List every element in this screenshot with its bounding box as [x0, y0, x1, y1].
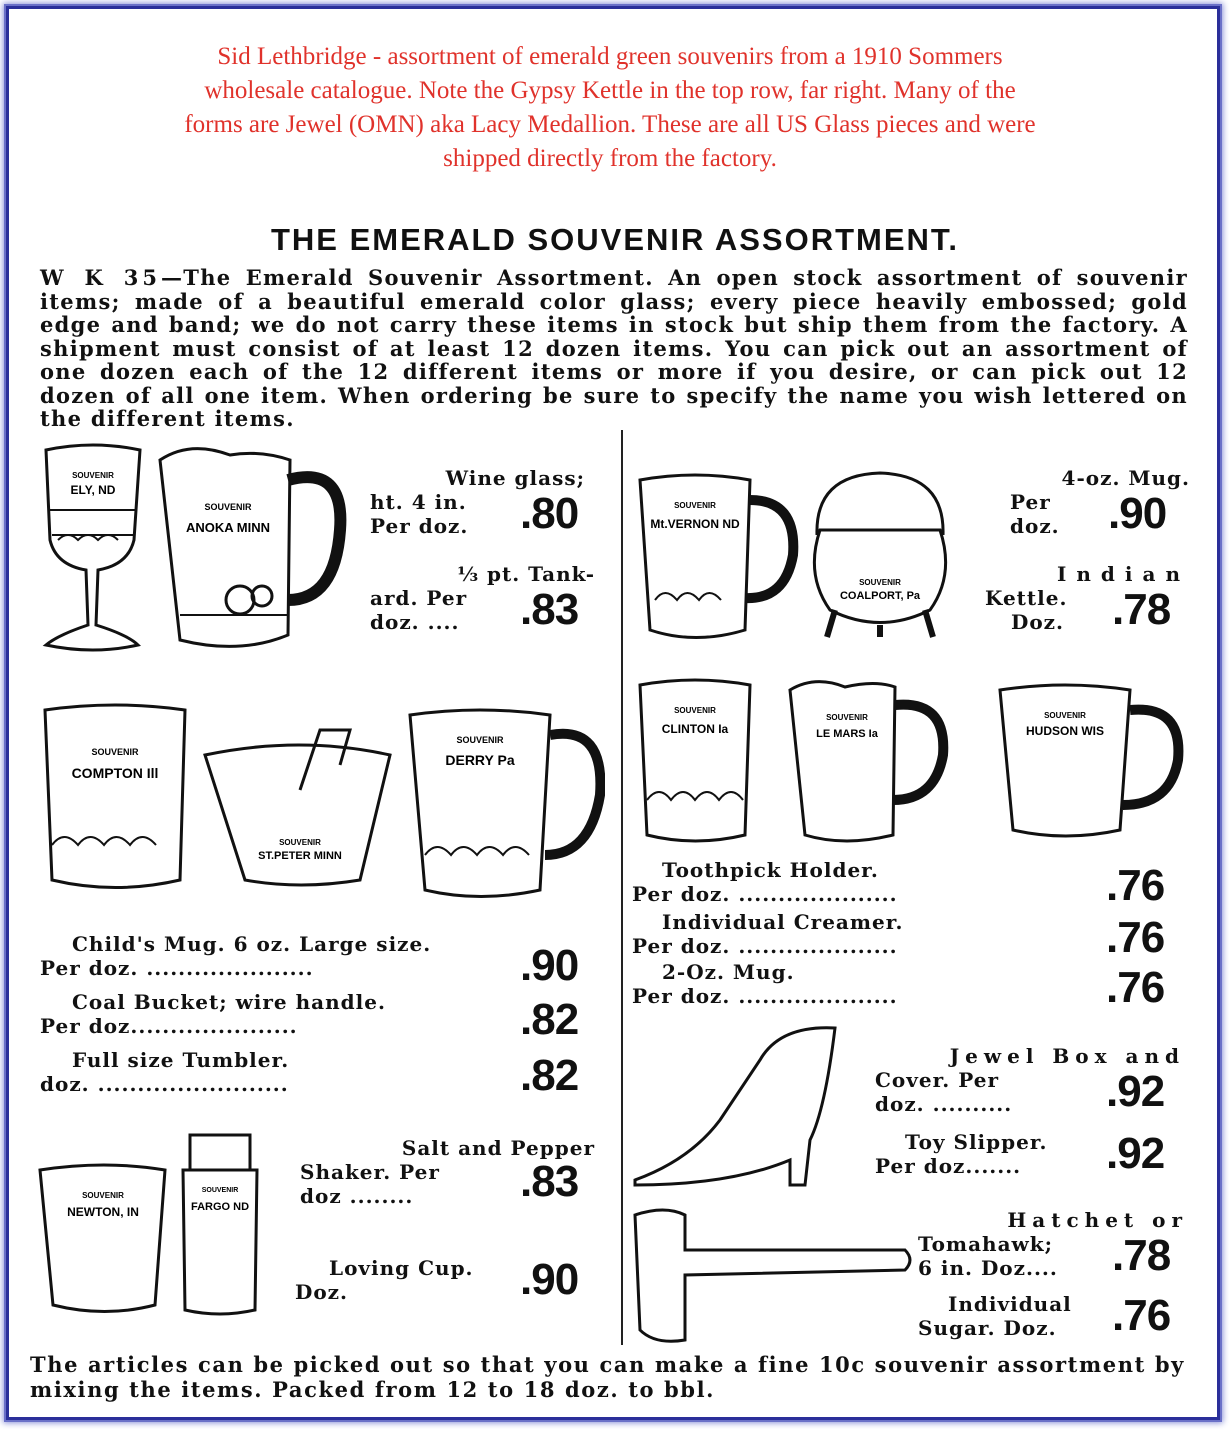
- bucket-line1: Coal Bucket; wire handle.: [72, 990, 386, 1014]
- caption-line: wholesale catalogue. Note the Gypsy Kettle in the top row, far right. Many of the: [204, 77, 1016, 104]
- indian-kettle-illustration: [805, 465, 955, 645]
- tankard-label-2: ANOKA MINN: [185, 520, 271, 535]
- jewelbox-line3: doz. ..........: [875, 1092, 1013, 1116]
- hatchet-illustration: [625, 1205, 915, 1345]
- four-oz-mug-illustration: [635, 470, 800, 650]
- bucket-label-2: ST.PETER MINN: [258, 850, 342, 862]
- loving-cup-illustration: [35, 1160, 175, 1320]
- kettle-label-1: SOUVENIR: [859, 578, 901, 587]
- tankard-illustration: [150, 440, 350, 660]
- coal-bucket-text: [40, 990, 520, 1038]
- jewel-box-price: .92: [1106, 1067, 1165, 1116]
- salt-shaker-illustration: [175, 1130, 265, 1320]
- shaker-line1: Salt and Pepper: [401, 1136, 595, 1160]
- kettle-label-2: COALPORT, Pa: [839, 590, 921, 602]
- tankard-line1: ⅓ pt. Tank-: [457, 562, 595, 586]
- tumbler-price: .82: [520, 1051, 579, 1100]
- four-oz-mug-price: .90: [1108, 489, 1167, 538]
- shaker-price: .83: [520, 1157, 579, 1206]
- mug4-label-2: Mt.VERNON ND: [650, 517, 740, 531]
- kettle-line3: Doz.: [1011, 610, 1065, 634]
- tumbler-label-1: SOUVENIR: [456, 735, 504, 745]
- childmug-line1: Child's Mug. 6 oz. Large size.: [72, 932, 432, 956]
- mug2-label-2: HUDSON WIS: [1026, 724, 1104, 738]
- hatchet-price: .78: [1112, 1231, 1171, 1280]
- sugar-price: .76: [1112, 1291, 1171, 1340]
- two-oz-mug-illustration: [995, 680, 1185, 845]
- creamer-text: [632, 910, 1102, 958]
- creamer-illustration: [785, 675, 950, 850]
- toothpick-text: [632, 858, 1102, 906]
- wine-line2: ht. 4 in.: [370, 490, 467, 514]
- page-title: THE EMERALD SOUVENIR ASSORTMENT.: [270, 222, 960, 257]
- creamer-label-1: SOUVENIR: [826, 713, 868, 722]
- jewelbox-line1: Jewel Box and: [949, 1044, 1185, 1068]
- mug2-label-1: SOUVENIR: [1044, 711, 1086, 720]
- mug4-line2: Per: [1010, 490, 1051, 514]
- slipper-price: .92: [1106, 1129, 1165, 1178]
- toothpick-label-2: CLINTON Ia: [661, 722, 729, 736]
- loving-label-1: SOUVENIR: [82, 1191, 124, 1200]
- mug4-label-1: SOUVENIR: [674, 501, 716, 510]
- shaker-line3: doz ........: [300, 1184, 414, 1208]
- toothpick-line2: Per doz. ....................: [632, 882, 898, 906]
- tumbler-illustration: [405, 705, 605, 905]
- kettle-line1: Indian: [1057, 562, 1190, 586]
- bucket-line2: Per doz.....................: [40, 1014, 298, 1038]
- sugar-line1: Individual: [948, 1292, 1072, 1316]
- bucket-label-1: SOUVENIR: [279, 838, 321, 847]
- tumbler-label-2: DERRY Pa: [445, 752, 515, 768]
- hatchet-line2: Tomahawk;: [918, 1232, 1054, 1256]
- kettle-price: .78: [1112, 585, 1171, 634]
- childs-mug-text: [40, 932, 520, 980]
- tumbler-line1: Full size Tumbler.: [72, 1048, 290, 1072]
- tankard-line3: doz. ....: [370, 610, 460, 634]
- tankard-label-1: SOUVENIR: [204, 502, 252, 512]
- sugar-line2: Sugar. Doz.: [918, 1316, 1057, 1340]
- catalog-code: W K 35: [40, 265, 161, 290]
- wine-line1: Wine glass;: [445, 466, 585, 490]
- childs-mug-price: .90: [520, 941, 579, 990]
- loving-cup-price: .90: [520, 1255, 579, 1304]
- intro-text: —The Emerald Souvenir Assortment. An open stock assortment of souvenir items; made of a beautiful emerald color glass; every piece heavily embossed; gold edge and band; we do not carry these items in stock but ship them from the factory. A shipment must consist of at least 12 dozen items. You can pick out an assortment of one dozen each of the 12 different items or more if you desire, or can pick out 12 dozen of all one item. When ordering be sure to specify the name you wish lettered on the different items.: [40, 265, 1188, 431]
- toy-slipper-illustration: [630, 1020, 840, 1190]
- wine-label-1: SOUVENIR: [72, 471, 114, 480]
- caption: [60, 40, 1160, 176]
- mug4-line1: 4-oz. Mug.: [1061, 466, 1190, 490]
- toothpick-price: .76: [1106, 861, 1165, 910]
- tumbler-line2: doz. ........................: [40, 1072, 289, 1096]
- toothpick-line1: Toothpick Holder.: [662, 858, 879, 882]
- childmug-label-1: SOUVENIR: [91, 747, 139, 757]
- caption-line: Sid Lethbridge - assortment of emerald green souvenirs from a 1910 Sommers: [217, 43, 1003, 70]
- shaker-line2: Shaker. Per: [300, 1160, 440, 1184]
- slipper-text: [875, 1130, 1105, 1178]
- slipper-line2: Per doz.......: [875, 1154, 1022, 1178]
- footer-note: The articles can be picked out so that you can make a fine 10c souvenir assortment by mixing the items. Packed from 12 to 18 doz. to bbl.: [30, 1352, 1185, 1402]
- intro-paragraph: [40, 266, 1188, 431]
- wine-glass-price: .80: [520, 489, 579, 538]
- childmug-label-2: COMPTON Ill: [71, 765, 159, 781]
- mug4-line3: doz.: [1010, 514, 1060, 538]
- caption-line: shipped directly from the factory.: [443, 145, 777, 172]
- hatchet-line1: Hatchet or: [1007, 1208, 1188, 1232]
- coal-bucket-price: .82: [520, 995, 579, 1044]
- mug2-line2: Per doz. ....................: [632, 984, 898, 1008]
- creamer-line2: Per doz. ....................: [632, 934, 898, 958]
- two-oz-mug-text: [632, 960, 1102, 1008]
- wine-glass-illustration: [38, 440, 148, 655]
- sugar-text: [918, 1292, 1108, 1340]
- two-oz-mug-price: .76: [1106, 963, 1165, 1012]
- tankard-price: .83: [520, 585, 579, 634]
- kettle-line2: Kettle.: [985, 586, 1068, 610]
- loving-line1: Loving Cup.: [329, 1256, 474, 1280]
- shaker-label-2: FARGO ND: [190, 1201, 250, 1213]
- hatchet-line3: 6 in. Doz....: [918, 1256, 1058, 1280]
- creamer-label-2: LE MARS Ia: [816, 728, 878, 740]
- toothpick-holder-illustration: [635, 675, 760, 850]
- childs-mug-illustration: [40, 700, 200, 900]
- tumbler-text: [40, 1048, 520, 1096]
- mug2-line1: 2-Oz. Mug.: [662, 960, 795, 984]
- creamer-line1: Individual Creamer.: [662, 910, 904, 934]
- tankard-line2: ard. Per: [370, 586, 468, 610]
- wine-label-2: ELY, ND: [70, 483, 116, 497]
- jewelbox-line2: Cover. Per: [875, 1068, 999, 1092]
- caption-line: forms are Jewel (OMN) aka Lacy Medallion. These are all US Glass pieces and were: [184, 111, 1036, 138]
- column-divider: [621, 430, 623, 1345]
- slipper-line1: Toy Slipper.: [905, 1130, 1048, 1154]
- creamer-price: .76: [1106, 913, 1165, 962]
- loving-label-2: NEWTON, IN: [67, 1205, 139, 1219]
- loving-cup-text: [295, 1256, 505, 1304]
- wine-line3: Per doz.: [370, 514, 469, 538]
- childmug-line2: Per doz. .....................: [40, 956, 314, 980]
- shaker-label-1: SOUVENIR: [201, 1187, 239, 1194]
- loving-line2: Doz.: [295, 1280, 349, 1304]
- coal-bucket-illustration: [200, 715, 400, 890]
- toothpick-label-1: SOUVENIR: [674, 706, 716, 715]
